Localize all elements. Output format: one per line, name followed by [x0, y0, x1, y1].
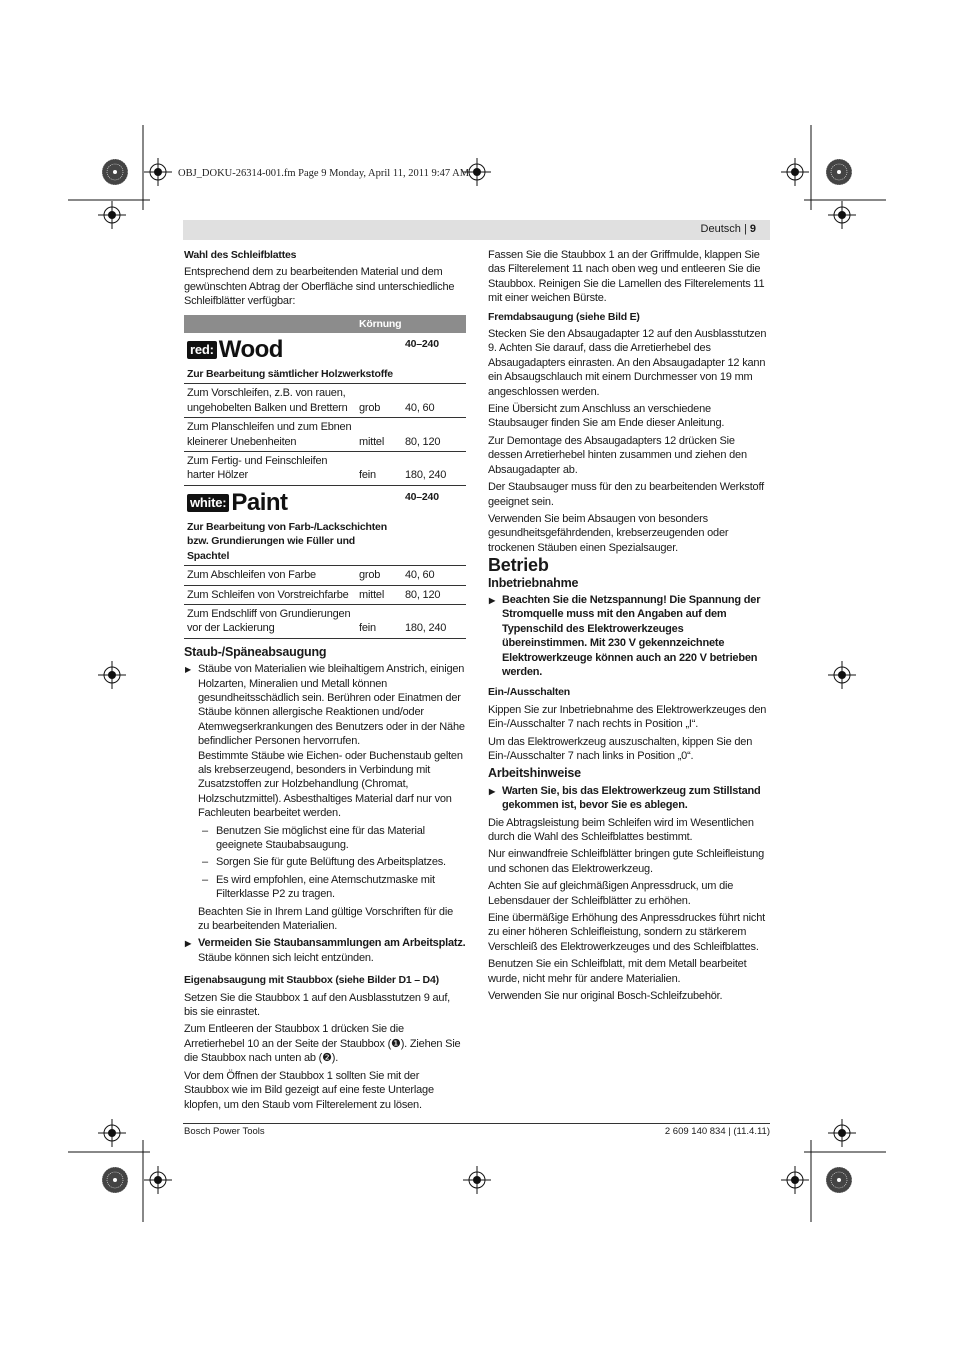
- arbeit-p3: Achten Sie auf gleichmäßigen Anpressdruck, um die Lebensdauer der Schleifblätter zu erhöhen.: [488, 880, 734, 907]
- wood-category: [184, 333, 466, 384]
- einaus-p2: Um das Elektrowerkzeug auszuschalten, kippen Sie den Ein-/Ausschalter 7 nach links in Position „0“.: [488, 735, 753, 762]
- header-text: [701, 223, 756, 235]
- right-column: [488, 248, 770, 1007]
- row-desc: Zum Vorschleifen, z.B. von rauen, ungehobelten Balken und Brettern: [184, 384, 356, 418]
- arbeit-p5: Benutzen Sie ein Schleifblatt, mit dem Metall bearbeitet wurde, nicht mehr für andere Materialien.: [488, 958, 747, 985]
- paint-category: [184, 485, 466, 565]
- wood-logo-box: red:: [187, 341, 217, 359]
- table-row: [184, 384, 466, 418]
- fremd-title: Fremdabsaugung (siehe Bild E): [488, 310, 640, 323]
- arbeit-bullet: ▶ Warten Sie, bis das Elektrowerkzeug zum Stillstand gekommen ist, bevor Sie es ablegen.: [488, 784, 770, 813]
- dash-item-3: – Es wird empfohlen, eine Atemschutzmaske mit Filterklasse P2 zu tragen.: [184, 873, 466, 902]
- fremd-p4: Der Staubsauger muss für den zu bearbeitenden Werkstoff geeignet sein.: [488, 481, 764, 508]
- row-grit: 80, 120: [402, 585, 466, 604]
- file-info: OBJ_DOKU-26314-001.fm Page 9 Monday, April 11, 2011 9:47 AM: [178, 168, 470, 179]
- einaus-title: Ein-/Ausschalten: [488, 686, 570, 699]
- einaus-p1: Kippen Sie zur Inbetriebnahme des Elektrowerkzeuges den Ein-/Ausschalter 7 nach rechts in Position „I“.: [488, 703, 767, 731]
- eigen-p1: Setzen Sie die Staubbox 1 auf den Ausblasstutzen 9 auf, bis sie einrastet.: [184, 991, 451, 1019]
- staub-bullet-2: ▶ Vermeiden Sie Staubansammlungen am Arbeitsplatz.: [184, 936, 466, 950]
- header-section: Deutsch: [700, 223, 741, 235]
- row-desc: Zum Endschliff von Grundierungen vor der Lackierung: [184, 604, 356, 638]
- table-row: [184, 585, 466, 604]
- header-separator: |: [740, 223, 750, 235]
- wood-logo-word: Wood: [218, 335, 283, 363]
- fremd-p2: Eine Übersicht zum Anschluss an verschiedene Staubsauger finden Sie am Ende dieser Anleitung.: [488, 403, 725, 430]
- row-desc: Zum Planschleifen und zum Ebnen kleinerer Unebenheiten: [184, 418, 356, 452]
- wood-label: Zur Bearbeitung sämtlicher Holzwerkstoffe: [187, 368, 393, 381]
- footer-brand: Bosch Power Tools: [184, 1126, 265, 1137]
- row-grade: fein: [356, 604, 402, 638]
- staub-title: Staub-/Späneabsaugung: [184, 644, 327, 659]
- table-row: [184, 604, 466, 638]
- staub-bullet-2b: Stäube können sich leicht entzünden.: [198, 951, 374, 964]
- inbetrieb-bullet: ▶ Beachten Sie die Netzspannung! Die Spannung der Stromquelle muss mit den Angaben auf dem Typenschild des Elektrowerkzeuges übereinstimmen. Mit 230 V gekennzeichnete Elektrowerkzeuge können auch an 220 V betrieben werden.: [488, 593, 770, 679]
- footer-docnumber: 2 609 140 834 | (11.4.11): [664, 1126, 770, 1137]
- fremd-p3: Zur Demontage des Absaugadapters 12 drücken Sie dessen Arretierhebel hinten zusammen und ziehen den Absaugadapter ab.: [488, 434, 747, 476]
- betrieb-title: Betrieb: [488, 555, 549, 576]
- page-number: 9: [749, 223, 756, 235]
- fassen-p: Fassen Sie die Staubbox 1 an der Griffmulde, klappen Sie das Filterelement 11 nach oben weg und entleeren Sie die Staubbox. Reinigen Sie die Lamellen des Filterelements 11 mit einer weichen Bürste.: [488, 249, 765, 305]
- staub-bullet-1b: Bestimmte Stäube wie Eichen- oder Buchenstaub gelten als krebserzeugend, besonders in Verbindung mit Zusatzstoffen zur Holzbehandlung (Chromat, Holzschutzmittel). Asbesthaltiges Material darf nur von Fachleuten bearbeitet werden.: [198, 749, 463, 820]
- row-grit: 180, 240: [402, 604, 466, 638]
- paint-label: Zur Bearbeitung von Farb-/Lackschichten bzw. Grundierungen wie Füller und Spachtel: [187, 520, 387, 562]
- table-row: [184, 418, 466, 452]
- paint-range: 40–240: [402, 485, 466, 565]
- row-grade: grob: [356, 566, 402, 585]
- arbeit-p2: Nur einwandfreie Schleifblätter bringen gute Schleifleistung und schonen das Elektrowerkzeug.: [488, 848, 765, 875]
- grit-table-header: [184, 315, 466, 333]
- row-grit: 40, 60: [402, 566, 466, 585]
- eigen-title: Eigenabsaugung mit Staubbox (siehe Bilder D1 – D4): [184, 974, 439, 987]
- eigen-p2: Zum Entleeren der Staubbox 1 drücken Sie die Arretierhebel 10 an der Seite der Staubbox (❶). Ziehen Sie die Staubbox nach unten ab (❷).: [184, 1023, 461, 1065]
- eigen-p3: Vor dem Öffnen der Staubbox 1 sollten Sie mit der Staubbox wie im Bild gezeigt auf eine feste Unterlage klopfen, um den Staub vom Filterelement zu lösen.: [184, 1069, 434, 1111]
- paint-logo: [187, 490, 399, 516]
- header-kornung: Körnung: [356, 315, 466, 333]
- wood-range: 40–240: [402, 333, 466, 384]
- row-grit: 180, 240: [402, 452, 466, 486]
- row-grade: mittel: [356, 585, 402, 604]
- dash-item-1: – Benutzen Sie möglichst eine für das Material geeignete Staubabsaugung.: [184, 824, 466, 853]
- arbeit-p1: Die Abtragsleistung beim Schleifen wird im Wesentlichen durch die Wahl des Schleifblattes bestimmt.: [488, 816, 754, 844]
- arbeit-p4: Eine übermäßige Erhöhung des Anpressdruckes führt nicht zu einer höheren Schleifleistung, sondern zu stärkerem Verschleiß des Elektrowerkzeuges und des Schleifblattes.: [488, 912, 765, 953]
- dash-item-2: – Sorgen Sie für gute Belüftung des Arbeitsplatzes.: [184, 855, 466, 869]
- row-desc: Zum Schleifen von Vorstreichfarbe: [184, 585, 356, 604]
- row-grade: mittel: [356, 418, 402, 452]
- row-grit: 40, 60: [402, 384, 466, 418]
- row-desc: Zum Abschleifen von Farbe: [184, 566, 356, 585]
- wahl-title: Wahl des Schleifblattes: [184, 249, 297, 261]
- arbeit-p6: Verwenden Sie nur original Bosch-Schleifzubehör.: [488, 990, 723, 1003]
- row-grade: fein: [356, 452, 402, 486]
- staub-bullet-1: ▶ Stäube von Materialien wie bleihaltigem Anstrich, einigen Holzarten, Mineralien und Metall können gesundheitsschädlich sein. Berühren oder Einatmen der Stäube können allergische Reaktionen und/oder Atemwegserkrankungen des Benutzers oder in der Nähe befindlicher Personen hervorrufen.: [184, 662, 466, 748]
- left-column: [184, 248, 466, 1115]
- paint-logo-box: white:: [187, 494, 229, 512]
- footer-divider: [183, 1123, 770, 1124]
- wood-logo: [187, 337, 399, 363]
- wahl-text: Entsprechend dem zu bearbeitenden Material und dem gewünschten Abtrag der Oberfläche sind unterschiedliche Schleifblätter verfügbar:: [184, 266, 455, 308]
- fremd-p5: Verwenden Sie beim Absaugen von besonders gesundheitsgefährdenden, krebserzeugenden oder trockenen Stäuben einen Spezialsauger.: [488, 512, 729, 554]
- page-header: [183, 220, 770, 240]
- inbetrieb-title: Inbetriebnahme: [488, 575, 579, 590]
- fremd-p1: Stecken Sie den Absaugadapter 12 auf den Ausblasstutzen 9. Achten Sie darauf, dass die Arretierhebel des Absaugadapters einrasten. An den Absaugadapter 12 kann ein Absaugschlauch mit einem Durchmesser von 19 mm angeschlossen werden.: [488, 328, 767, 398]
- arbeit-title: Arbeitshinweise: [488, 766, 581, 781]
- table-row: [184, 452, 466, 486]
- row-grit: 80, 120: [402, 418, 466, 452]
- row-grade: grob: [356, 384, 402, 418]
- table-row: [184, 566, 466, 585]
- paint-logo-word: Paint: [231, 488, 288, 516]
- row-desc: Zum Fertig- und Feinschleifen harter Hölzer: [184, 452, 356, 486]
- staub-bullet-1c: Beachten Sie in Ihrem Land gültige Vorschriften für die zu bearbeitenden Materialien.: [198, 905, 453, 933]
- grit-table: [184, 315, 466, 639]
